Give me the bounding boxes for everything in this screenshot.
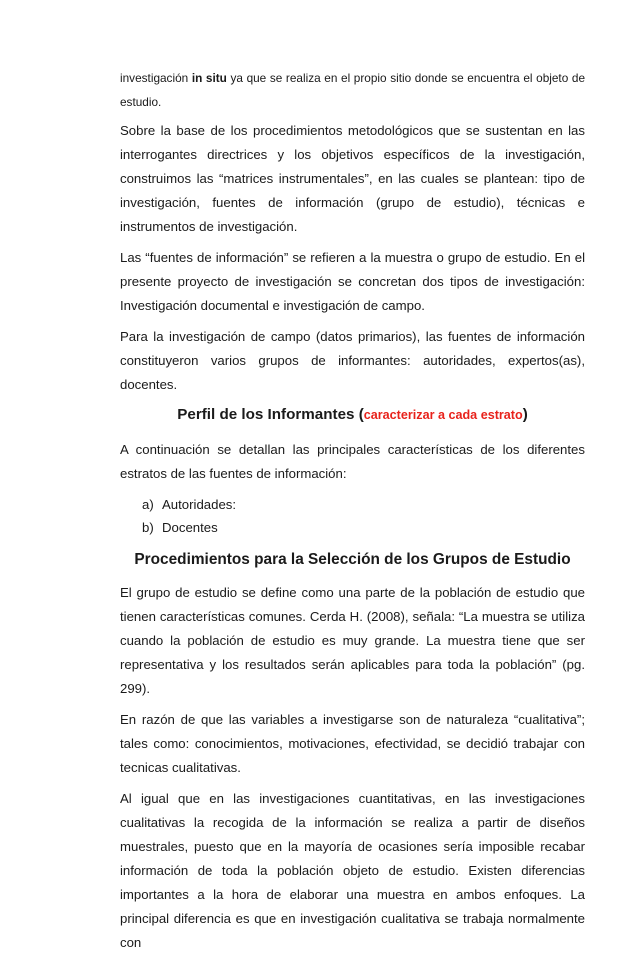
heading-perfil-informantes <box>120 404 585 426</box>
list-marker: b) <box>142 520 154 535</box>
heading-paren-close: ) <box>522 406 528 423</box>
paragraph-variables: En razón de que las variables a investigarse son de naturaleza “cualitativa”; tales como: conocimientos, motivaciones, efectividad, se decidió trabajar con tecnicas cualitativas. <box>120 712 585 775</box>
paragraph-investigaciones-cualitativas: Al igual que en las investigaciones cuantitativas, en las investigaciones cualitativas la recogida de la información se realiza a partir de diseños muestrales, puesto que en la mayoría de ocasiones sería imposible recabar información de toda la población objeto de estudio. Existen diferencias importantes a la hora de elaborar una muestra en ambos enfoques. La principal diferencia es que en investigación cualitativa se trabaja normalmente con <box>120 791 585 950</box>
text-fragment: ya que se realiza en el propio sitio donde se encuentra el objeto de estudio. <box>120 71 586 109</box>
heading-paren-open: ( <box>358 406 364 423</box>
heading-note-red: caracterizar a cada estrato <box>363 408 523 422</box>
list-item <box>120 516 585 539</box>
paragraph-grupo-estudio: El grupo de estudio se define como una parte de la población de estudio que tienen características comunes. Cerda H. (2008), señala: “La muestra se utiliza cuando la población de estudio es muy grande. La muestra tiene que ser representativa y los resultados serán aplicables para toda la población” (pg. 299). <box>120 585 585 696</box>
strata-list <box>120 493 585 539</box>
list-marker: a) <box>142 497 154 512</box>
page-content <box>120 66 585 962</box>
heading-text: Perfil de los Informantes <box>177 406 359 423</box>
paragraph-procedimientos: Sobre la base de los procedimientos metodológicos que se sustentan en las interrogantes directrices y los objetivos específicos de la investigación, construimos las “matrices instrumentales”, en las cuales se plantean: tipo de investigación, fuentes de información (grupo de estudio), técnicas e instrumentos de investigación. <box>120 123 585 234</box>
bold-in-situ: in situ <box>191 71 227 85</box>
heading-procedimientos-seleccion: Procedimientos para la Selección de los Grupos de Estudio <box>134 551 571 568</box>
list-item <box>120 493 585 516</box>
list-item-text: Autoridades: <box>162 497 237 512</box>
paragraph-in-situ <box>120 66 585 114</box>
paragraph-investigacion-campo: Para la investigación de campo (datos primarios), las fuentes de información constituyeron varios grupos de informantes: autoridades, expertos(as), docentes. <box>120 329 585 392</box>
list-item-text: Docentes <box>162 520 218 535</box>
paragraph-fuentes: Las “fuentes de información” se refieren a la muestra o grupo de estudio. En el presente proyecto de investigación se concretan dos tipos de investigación: Investigación documental e investigación de campo. <box>120 250 585 313</box>
paragraph-continuacion: A continuación se detallan las principales características de los diferentes estratos de las fuentes de información: <box>120 442 585 481</box>
text-fragment: investigación <box>120 71 192 85</box>
